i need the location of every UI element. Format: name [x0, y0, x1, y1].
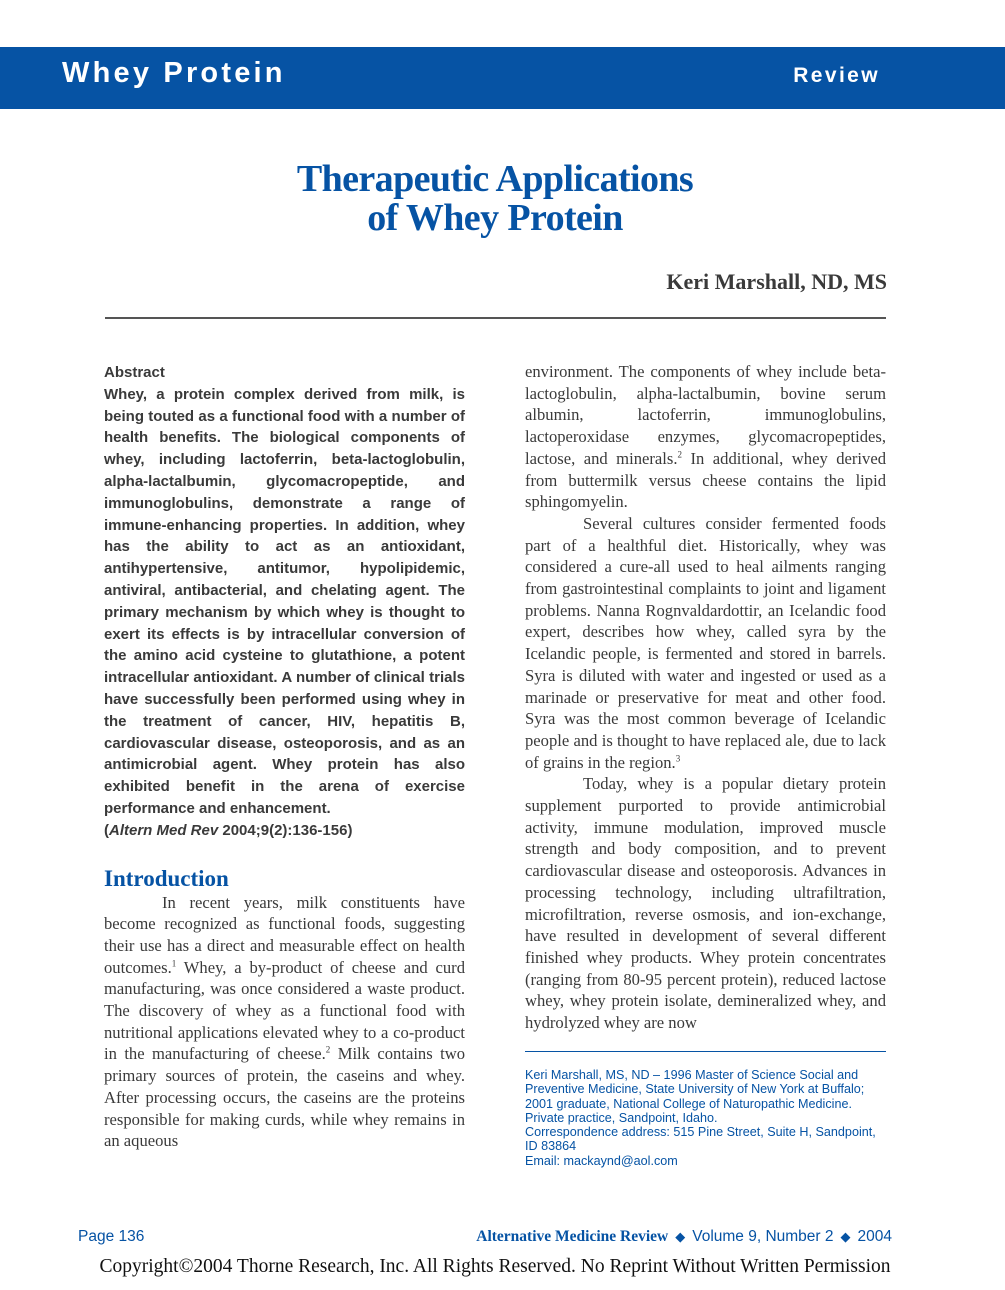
reference-marker: 3	[675, 753, 681, 764]
author-byline: Keri Marshall, ND, MS	[666, 269, 887, 294]
diamond-icon: ◆	[840, 1230, 851, 1245]
footnote-divider	[525, 1051, 886, 1052]
introduction-paragraph: In recent years, milk constituents have become recognized as functional foods, suggesting their use has a direct and measurable effect on health outcomes.$^1$ Whey, a by-product of cheese and curd manufacturing, was once considered a waste product. The discovery of whey as a functional food with nutritional applications elevated whey to a co-product in the manufacturing of cheese.$^2$ Milk contains two primary sources of protein, the caseins and whey. After processing occurs, the caseins are the proteins responsible for making curds, while whey remains in an aqueous	[104, 892, 465, 1151]
page-number: Page 136	[78, 1228, 145, 1245]
citation-details: 2004;9(2):136-156)	[218, 821, 353, 839]
journal-volume: Volume 9, Number 2	[692, 1228, 834, 1245]
title-divider	[105, 317, 886, 319]
journal-year: 2004	[857, 1228, 892, 1245]
reference-marker: 1	[171, 958, 177, 969]
citation-journal: Altern Med Rev	[109, 821, 219, 839]
introduction-heading: Introduction	[104, 865, 229, 891]
diamond-icon: ◆	[675, 1230, 686, 1245]
journal-footer	[476, 1228, 892, 1246]
body-paragraph-2: Several cultures consider fermented foods part of a healthful diet. Historically, whey was considered a cure-all used to heal ailments ranging from gastrointestinal complaints to joint and ligament problems. Nanna Rognvaldardottir, an Icelandic food expert, describes how whey, called syra by the Icelandic people, is fermented and stored in barrels. Syra is diluted with water and ingested or used as a marinade or preservative for meat and other food. Syra was the most common beverage of Icelandic people and is thought to have replaced ale, due to lack of grains in the region.$^3$	[525, 513, 886, 772]
abstract-heading: Abstract	[104, 364, 165, 381]
abstract-text: Whey, a protein complex derived from milk, is being touted as a functional food with a number of health benefits. The biological components of whey, including lactoferrin, beta-lactoglobulin, alpha-lactalbumin, glycomacropeptide, and immunoglobulins, demonstrate a range of immune-enhancing properties. In addition, whey has the ability to act as an antioxidant, antihypertensive, antitumor, hypolipidemic, antiviral, antibacterial, and chelating agent. The primary mechanism by which whey is thought to exert its effects is by intracellular conversion of the amino acid cysteine to glutathione, a potent intracellular antioxidant. A number of clinical trials have successfully been performed using whey in the treatment of cancer, HIV, hepatitis B, cardiovascular disease, osteoporosis, and as an antimicrobial agent. Whey protein has also exhibited benefit in the arena of exercise performance and enhancement.	[104, 385, 465, 817]
reference-marker: 2	[325, 1044, 331, 1055]
article-title	[0, 160, 990, 238]
reference-marker: 2	[677, 449, 682, 460]
abstract-citation: (Altern Med Rev 2004;9(2):136-156)	[104, 821, 353, 839]
journal-name: Alternative Medicine Review	[476, 1228, 669, 1245]
title-line-1: Therapeutic Applications	[296, 158, 694, 200]
copyright-notice: Copyright©2004 Thorne Research, Inc. All Rights Reserved. No Reprint Without Written Permission	[99, 1256, 891, 1277]
left-column	[104, 362, 465, 1152]
body-paragraph-1: environment. The components of whey include beta-lactoglobulin, alpha-lactalbumin, bovine serum albumin, lactoferrin, immunoglobulins, lactoperoxidase enzymes, glycomacropeptides, lactose, and minerals.$^2$ In additional, whey derived from buttermilk versus cheese contains the lipid sphingomyelin.	[525, 362, 886, 512]
article-type-label: Review	[793, 64, 880, 87]
body-paragraph-3: Today, whey is a popular dietary protein supplement purported to provide antimicrobial activity, immune modulation, improved muscle strength and body composition, and to prevent cardiovascular disease and osteoporosis. Advances in processing technology, including ultrafiltration, microfiltration, reverse osmosis, and ion-exchange, have resulted in development of several different finished whey products. Whey protein concentrates (ranging from 80-95 percent protein), reduced lactose whey, whey protein isolate, demineralized whey, and hydrolyzed whey are now	[525, 774, 886, 1033]
title-line-2: of Whey Protein	[367, 197, 623, 239]
right-column	[525, 361, 886, 1034]
header-banner	[0, 47, 1005, 109]
author-footnote: Keri Marshall, MS, ND – 1996 Master of Science Social and Preventive Medicine, State University of New York at Buffalo; 2001 graduate, National College of Naturopathic Medicine. Private practice, Sandpoint, Idaho. Correspondence address: 515 Pine Street, Suite H, Sandpoint, ID 83864 Email: mackaynd@aol.com	[525, 1068, 876, 1168]
section-label: Whey Protein	[62, 57, 286, 89]
